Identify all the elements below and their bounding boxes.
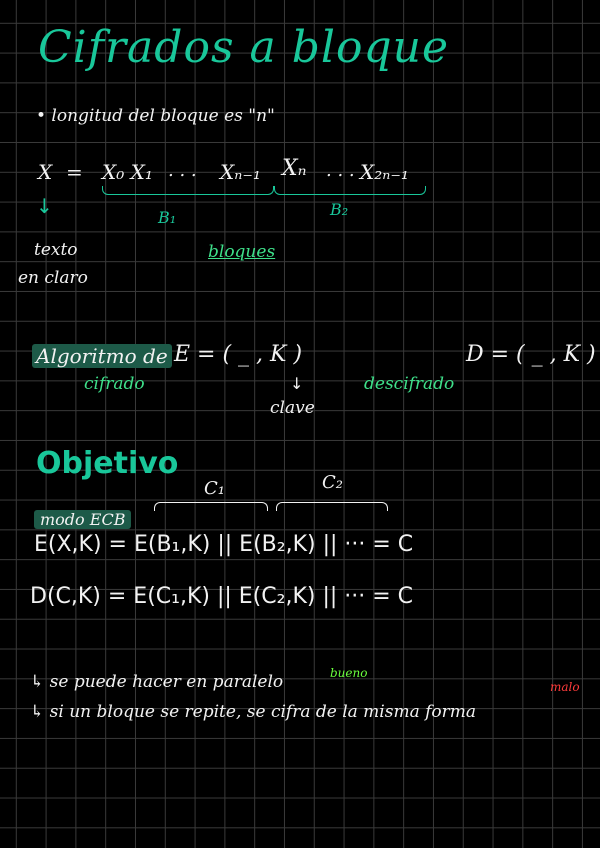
brace-c2 <box>276 502 388 511</box>
label-texto: texto <box>34 240 78 260</box>
seq-eq: = <box>66 160 83 184</box>
seq-xn: Xₙ <box>282 156 307 181</box>
label-bloques: bloques <box>208 242 276 262</box>
brace-b2 <box>274 186 426 195</box>
equation-encrypt: E(X,K) = E(B₁,K) || E(B₂,K) || ··· = C <box>34 532 414 557</box>
label-b1: B₁ <box>158 208 177 227</box>
seq-x: X <box>38 160 53 184</box>
label-clave: clave <box>270 398 315 418</box>
objetivo-heading: Objetivo <box>36 446 179 481</box>
equation-decrypt: D(C,K) = E(C₁,K) || E(C₂,K) || ··· = C <box>30 584 414 609</box>
label-cifrado: cifrado <box>84 374 145 394</box>
seq-dots2: . . . <box>326 160 355 181</box>
d-definition: D = ( _ , K ) <box>466 342 596 367</box>
label-algoritmo: Algoritmo de <box>32 344 172 368</box>
brace-c1 <box>154 502 268 511</box>
label-modo-ecb: modo ECB <box>34 510 131 529</box>
note-repite: ↳ si un bloque se repite, se cifra de la misma forma <box>30 702 477 722</box>
label-en-claro: en claro <box>18 268 88 288</box>
label-b2: B₂ <box>330 200 349 219</box>
arrow-down-icon: ↓ <box>36 194 53 218</box>
e-definition: E = ( _ , K ) <box>174 342 303 367</box>
seq-x2n1: X₂ₙ₋₁ <box>360 160 409 184</box>
brace-b1 <box>102 186 274 195</box>
note-paralelo: ↳ se puede hacer en paralelo <box>30 672 284 692</box>
label-c2: C₂ <box>322 472 343 493</box>
label-malo: malo <box>550 680 580 694</box>
bullet-block-length: • longitud del bloque es "n" <box>36 106 275 126</box>
seq-x0x1: X₀ X₁ <box>102 160 153 184</box>
page-title: Cifrados a bloque <box>38 22 450 73</box>
label-descifrado: descifrado <box>364 374 455 394</box>
seq-dots1: . . . <box>168 160 197 181</box>
label-bueno: bueno <box>330 666 368 680</box>
seq-xn1: Xₙ₋₁ <box>220 160 261 184</box>
label-c1: C₁ <box>204 478 225 499</box>
clave-arrow-icon: ↓ <box>290 374 304 393</box>
